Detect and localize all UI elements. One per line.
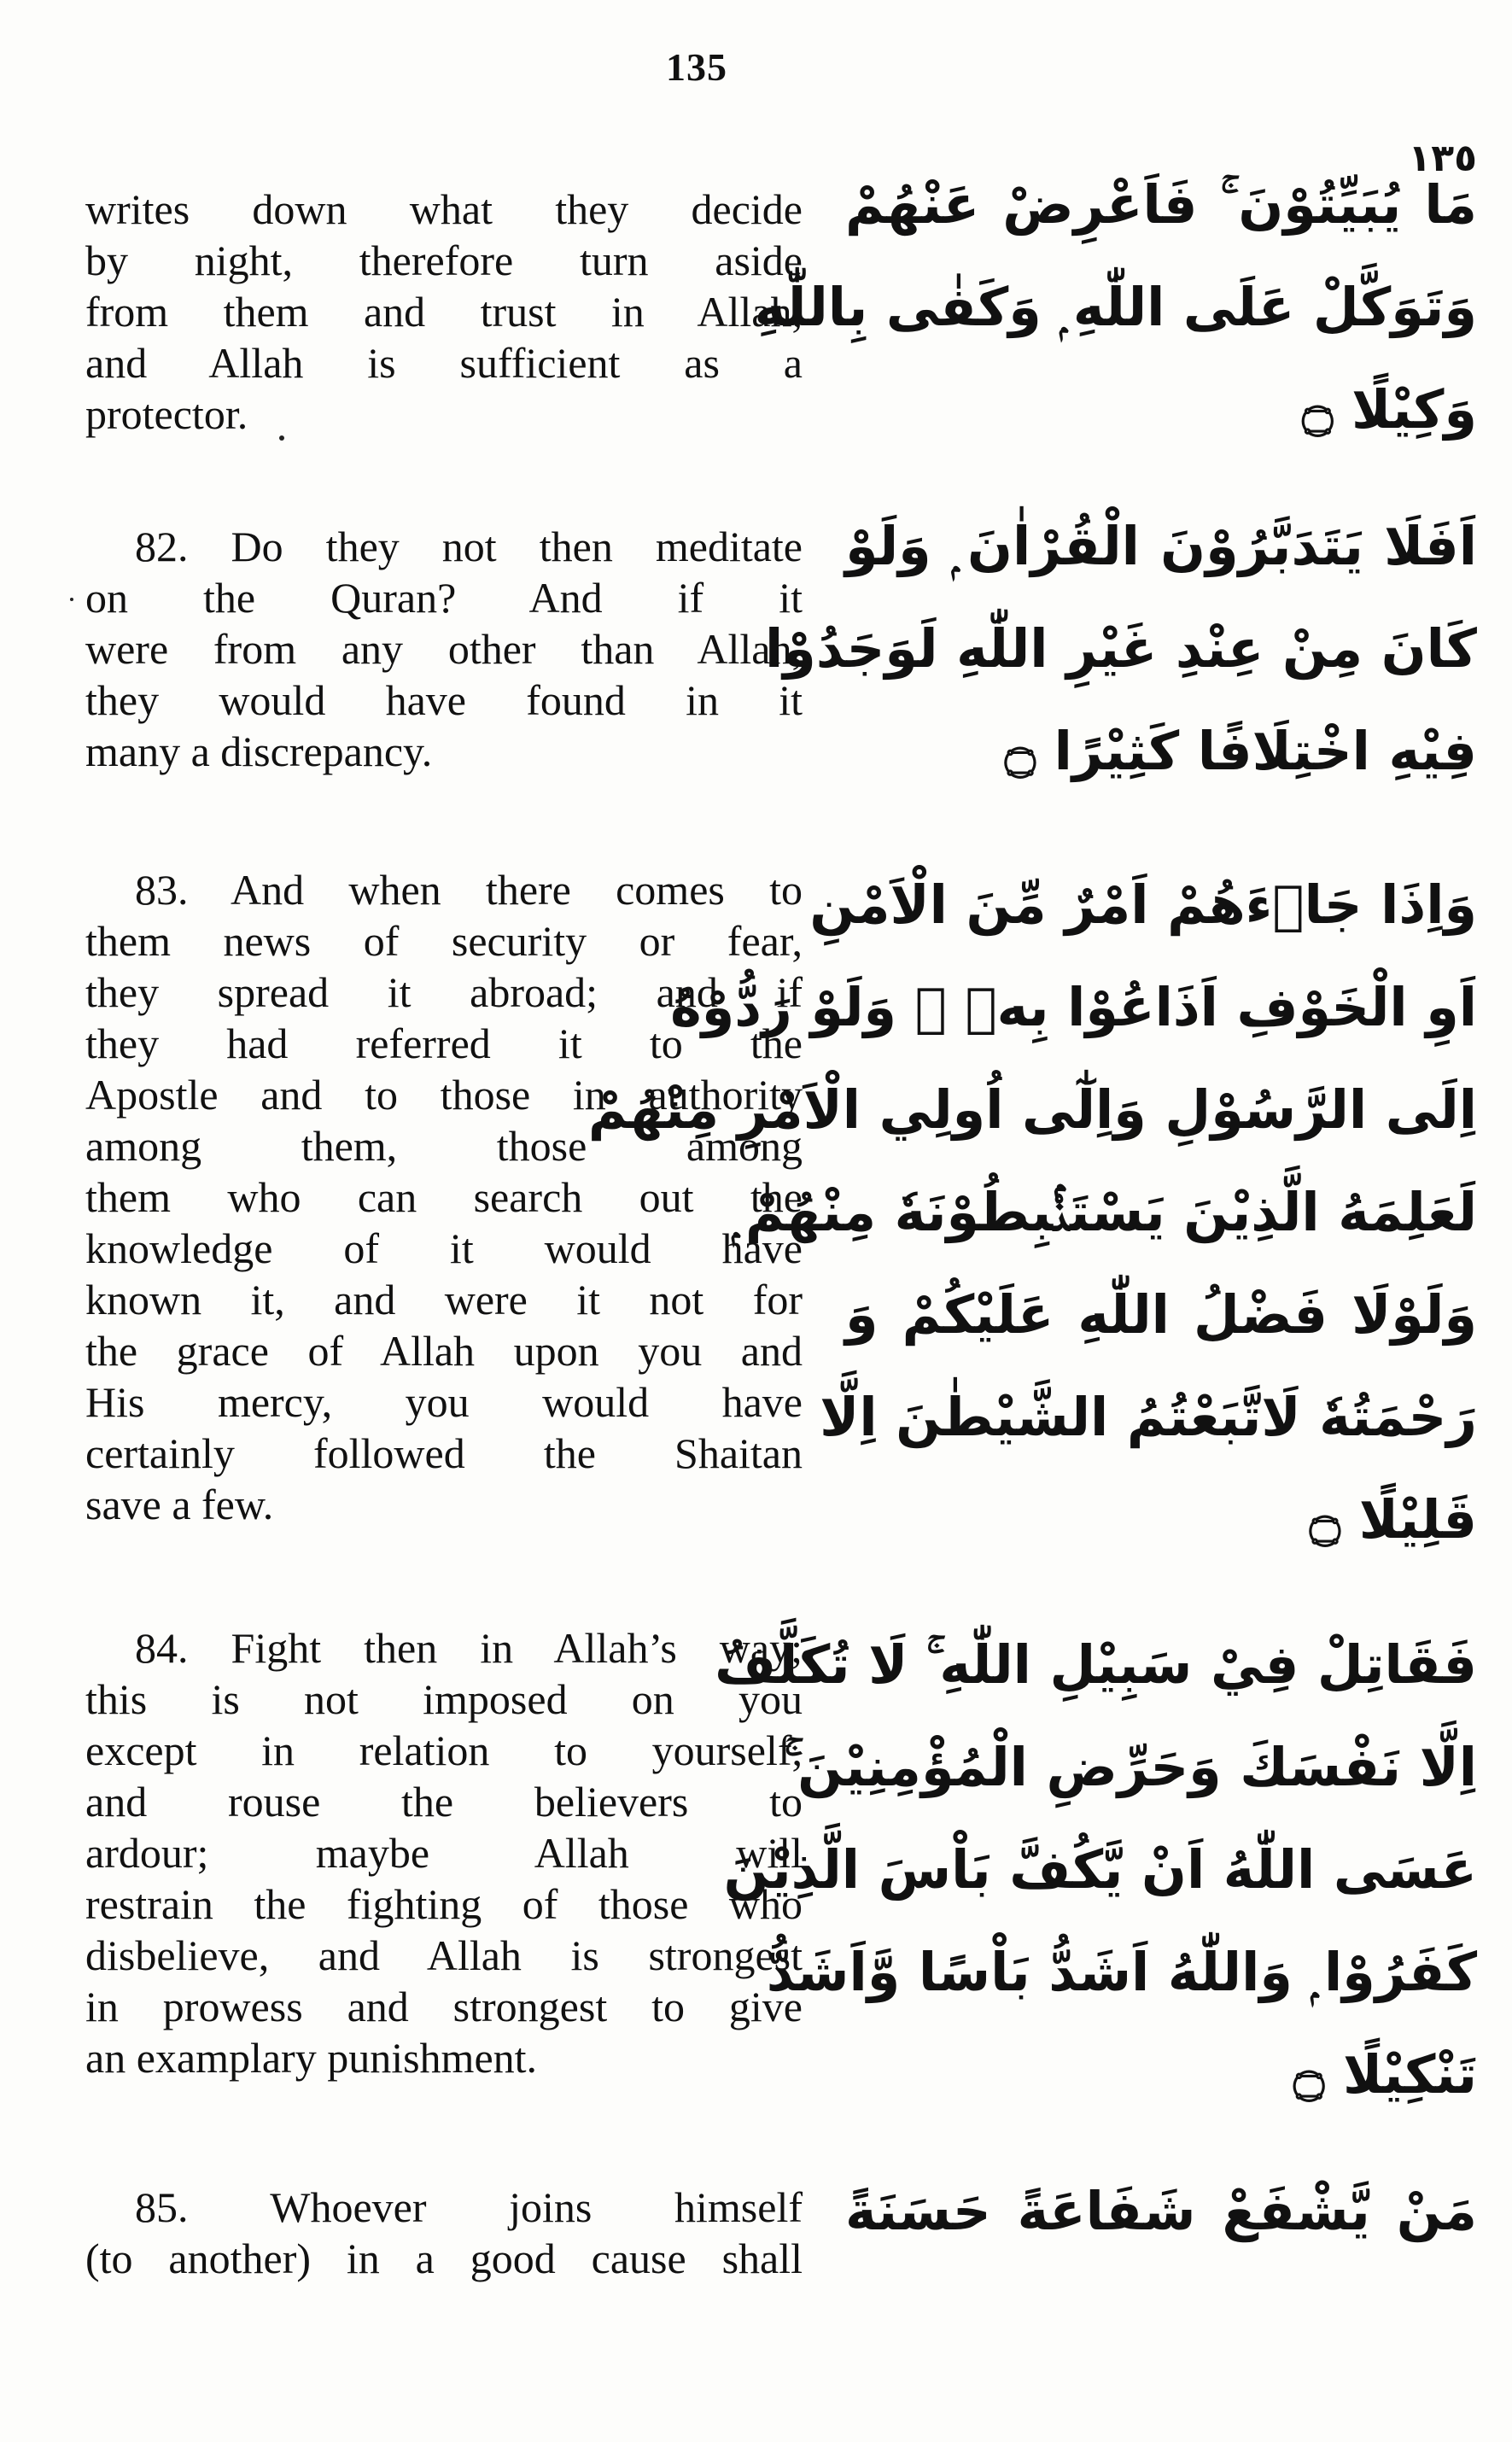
text-line: 84. Fight then in Allah’s way; bbox=[135, 1624, 803, 1672]
text-line: protector. bbox=[85, 390, 248, 438]
arabic-line: مَنْ يَّشْفَعْ شَفَاعَةً حَسَنَةً bbox=[845, 2180, 1477, 2242]
text-line: ardour; maybe Allah will bbox=[85, 1829, 803, 1877]
text-line: 82. Do they not then meditate bbox=[135, 523, 803, 570]
verse-84-arabic bbox=[715, 1622, 1477, 2135]
arabic-line: وَتَوَكَّلْ عَلَى اللّٰهِ ۭ وَكَفٰى بِاللّٰهِ bbox=[754, 276, 1477, 338]
arabic-line: كَانَ مِنْ عِنْدِ غَيْرِ اللّٰهِ لَوَجَدُوْا bbox=[765, 617, 1477, 680]
arabic-line: قَلِيْلًا ۝ bbox=[1309, 1488, 1477, 1551]
text-line: knowledge of it would have bbox=[85, 1224, 803, 1272]
text-line: by night, therefore turn aside bbox=[85, 237, 803, 284]
arabic-line: مَا يُبَيِّتُوْنَ ۚ فَاَعْرِضْ عَنْهُمْ bbox=[845, 173, 1477, 236]
text-line: were from any other than Allah, bbox=[85, 625, 803, 673]
text-line: them news of security or fear, bbox=[85, 917, 803, 965]
text-line: this is not imposed on you bbox=[85, 1675, 803, 1723]
verse-83-arabic bbox=[587, 862, 1477, 1580]
arabic-line: كَفَرُوْا ۭ وَاللّٰهُ اَشَدُّ بَاْسًا وَّاَشَدُّ bbox=[766, 1941, 1477, 2003]
text-line: save a few. bbox=[85, 1481, 274, 1528]
verse-82-english bbox=[85, 521, 803, 777]
arabic-line: عَسَى اللّٰهُ اَنْ يَّكُفَّ بَاْسَ الَّذِيْنَ bbox=[723, 1838, 1477, 1901]
print-speck bbox=[279, 435, 284, 441]
text-line: they had referred it to the bbox=[85, 1019, 803, 1067]
arabic-line: اَوِ الْخَوْفِ اَذَاعُوْا بِهٖ ۭ وَلَوْ رَدُّوْهُ bbox=[670, 976, 1477, 1038]
verse-85-english bbox=[85, 2182, 803, 2284]
text-line: and rouse the believers to bbox=[85, 1778, 803, 1826]
arabic-line: رَحْمَتُهٗ لَاتَّبَعْتُمُ الشَّيْطٰنَ اِلَّا bbox=[820, 1386, 1477, 1448]
text-line: disbelieve, and Allah is strongest bbox=[85, 1931, 803, 1979]
arabic-line: وَلَوْلَا فَضْلُ اللّٰهِ عَلَيْكُمْ وَ bbox=[845, 1283, 1477, 1346]
verse-85-arabic bbox=[845, 2169, 1477, 2271]
text-line: they spread it abroad; and if bbox=[85, 968, 803, 1016]
text-line: writes down what they decide bbox=[85, 185, 803, 233]
text-line: among them, those among bbox=[85, 1122, 803, 1170]
text-line: (to another) in a good cause shall bbox=[85, 2235, 803, 2282]
page-number: 135 bbox=[666, 45, 727, 89]
text-line: 85. Whoever joins himself bbox=[135, 2183, 803, 2231]
text-line: many a discrepancy. bbox=[85, 727, 433, 775]
text-line: except in relation to yourself, bbox=[85, 1726, 803, 1774]
text-line: on the Quran? And if it bbox=[85, 574, 803, 622]
arabic-line: وَكِيْلًا ۝ bbox=[1302, 378, 1477, 441]
text-line: they would have found in it bbox=[85, 676, 803, 724]
verse-84-english bbox=[85, 1622, 803, 2083]
text-line: restrain the fighting of those who bbox=[85, 1880, 803, 1928]
text-line: 83. And when there comes to bbox=[135, 866, 803, 914]
text-line: His mercy, you would have bbox=[85, 1378, 803, 1426]
print-speck bbox=[70, 598, 73, 601]
text-line: certainly followed the Shaitan bbox=[85, 1429, 803, 1477]
text-line: and Allah is sufficient as a bbox=[85, 339, 803, 387]
arabic-page-number: ١٣٥ bbox=[1408, 137, 1477, 180]
arabic-line: اَفَلَا يَتَدَبَّرُوْنَ الْقُرْاٰنَ ۭ وَلَوْ bbox=[845, 515, 1477, 577]
text-line: in prowess and strongest to give bbox=[85, 1983, 803, 2030]
arabic-line: تَنْكِيْلًا ۝ bbox=[1293, 2043, 1477, 2106]
text-line: an examplary punishment. bbox=[85, 2034, 538, 2082]
arabic-line: فِيْهِ اخْتِلَافًا كَثِيْرًا ۝ bbox=[1004, 720, 1477, 782]
arabic-line: اِلَى الرَّسُوْلِ وَاِلٰٓى اُولِي الْاَمْرِ مِنْھُمْ bbox=[587, 1078, 1477, 1141]
verse-81-arabic bbox=[754, 162, 1477, 470]
arabic-line: فَقَاتِلْ فِيْ سَبِيْلِ اللّٰهِ ۚ لَا تُكَلَّفُ bbox=[715, 1633, 1477, 1696]
text-line: them who can search out the bbox=[85, 1173, 803, 1221]
text-line: from them and trust in Allah, bbox=[85, 288, 803, 336]
verse-82-arabic bbox=[765, 504, 1477, 811]
text-line: the grace of Allah upon you and bbox=[85, 1327, 803, 1375]
arabic-line: اِلَّا نَفْسَكَ وَحَرِّضِ الْمُؤْمِنِيْنَ ۚ bbox=[784, 1736, 1477, 1798]
verse-83-english bbox=[85, 864, 803, 1530]
arabic-line: وَاِذَا جَاۗءَھُمْ اَمْرٌ مِّنَ الْاَمْنِ bbox=[809, 873, 1477, 936]
arabic-line: لَعَلِمَهُ الَّذِيْنَ يَسْتَنْۢبِطُوْنَهٗ مِنْھُمْ ۭ bbox=[732, 1181, 1477, 1243]
text-line: known it, and were it not for bbox=[85, 1276, 803, 1323]
text-line: Apostle and to those in authority bbox=[85, 1071, 803, 1119]
verse-81-english bbox=[85, 184, 803, 440]
